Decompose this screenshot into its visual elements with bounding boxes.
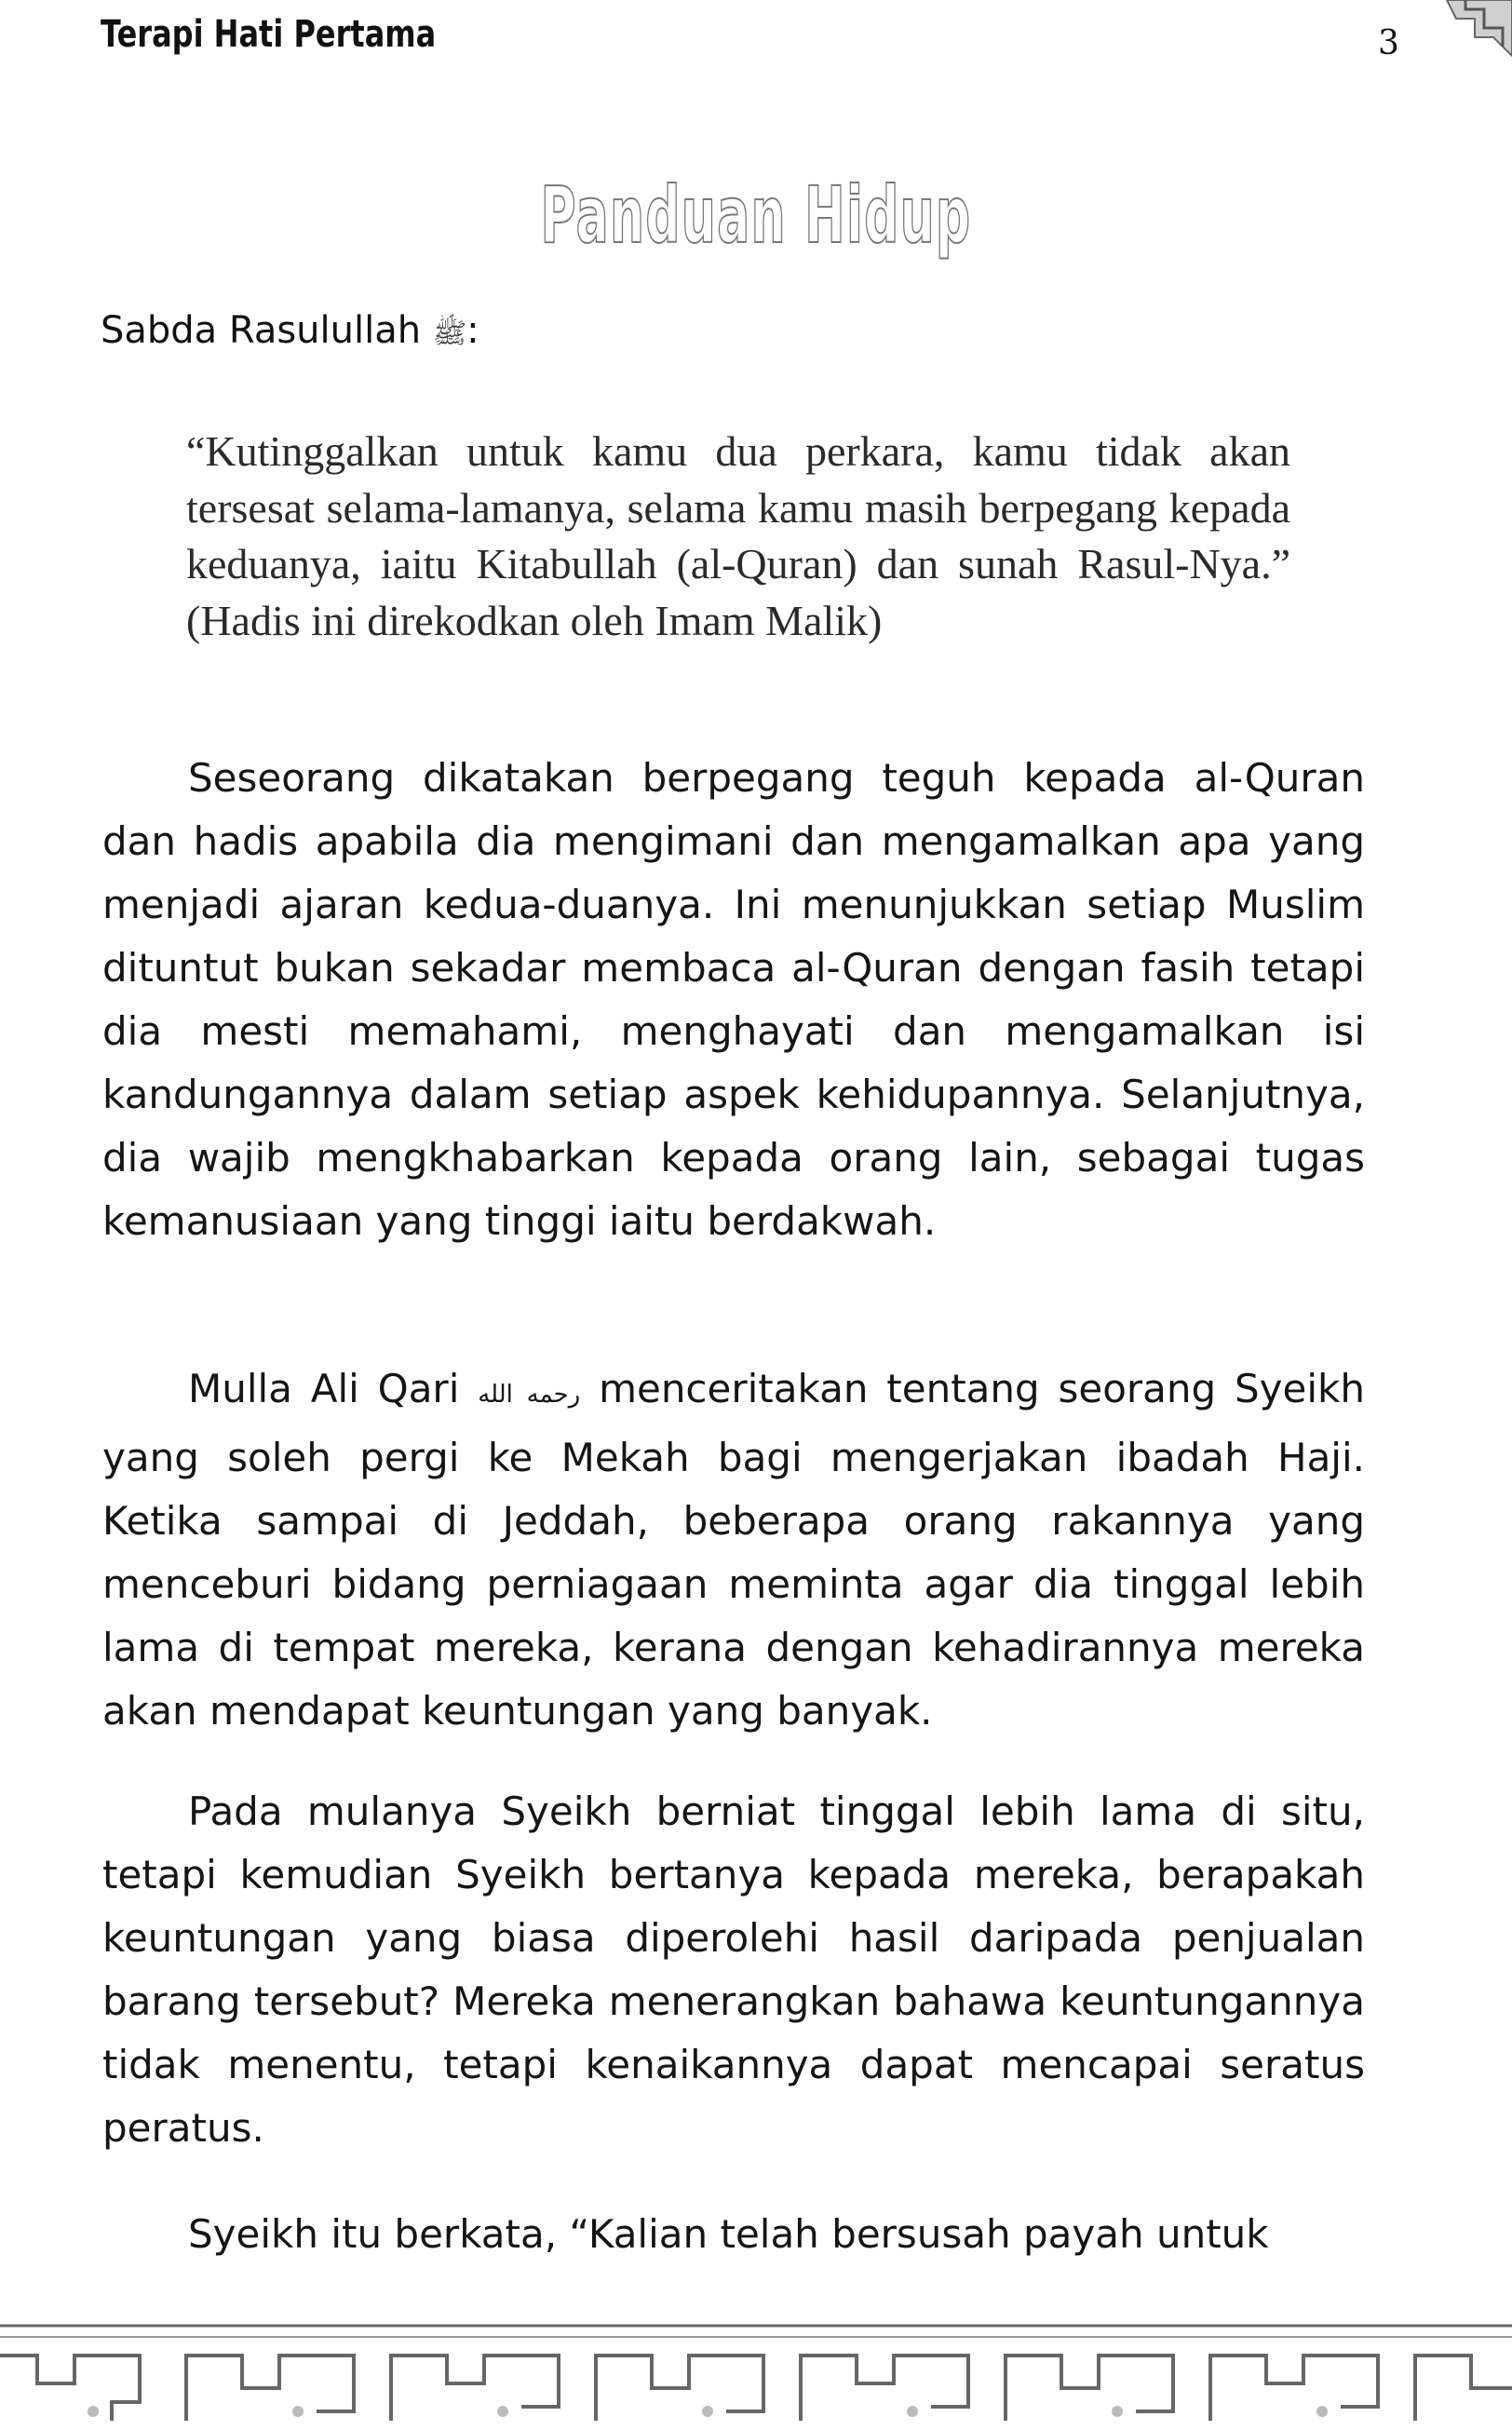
intro-text: Sabda Rasulullah <box>101 309 422 352</box>
chapter-title: Panduan Hidup <box>540 169 972 261</box>
intro-colon: : <box>466 309 479 352</box>
rahimahullah-symbol: رحمه الله <box>478 1381 581 1409</box>
page-number: 3 <box>1378 24 1399 62</box>
paragraph-3: Pada mulanya Syeikh berniat tinggal lebih lama di situ, tetapi kemudian Syeikh bertanya kepada mereka, berapakah keuntungan yang biasa diperolehi hasil daripada penjualan barang tersebut? Mereka menerangkan bahawa keuntungannya tidak menentu, tetapi kenaikannya dapat mencapai seratus peratus. <box>102 1789 1365 2151</box>
paragraph-4: Syeikh itu berkata, “Kalian telah bersusah payah untuk <box>188 2211 1269 2257</box>
corner-ornament-icon <box>1428 0 1512 65</box>
running-title: Terapi Hati Pertama <box>101 13 437 56</box>
paragraph-2-rest: menceritakan tentang seorang Syeikh yang soleh pergi ke Mekah bagi mengerjakan ibadah Haji. Ketika sampai di Jeddah, beberapa orang rakannya yang menceburi bidang perniagaan meminta agar dia tinggal lebih lama di tempat mereka, kerana dengan kehadirannya mereka akan mendapat keuntungan yang banyak. <box>102 1366 1365 1734</box>
salawat-symbol: ﷺ <box>432 317 467 350</box>
intro-line <box>101 309 479 357</box>
paragraph-2 <box>102 1357 1365 1743</box>
paragraph-2-start: Mulla Ali Qari <box>188 1366 460 1411</box>
paragraph-1: Seseorang dikatakan berpegang teguh kepada al-Quran dan hadis apabila dia mengimani dan mengamalkan apa yang menjadi ajaran kedua-duanya. Ini menunjukkan setiap Muslim dituntut bukan sekadar membaca al-Quran dengan fasih tetapi dia mesti memahami, menghayati dan mengamalkan isi kandungannya dalam setiap aspek kehidupannya. Selanjutnya, dia wajib mengkhabarkan kepada orang lain, sebagai tugas kemanusiaan yang tinggi iaitu berdakwah. <box>102 755 1365 1244</box>
decorative-border-icon <box>0 2318 1512 2430</box>
hadith-quote: “Kutinggalkan untuk kamu dua perkara, kamu tidak akan tersesat selama-lamanya, selama kamu masih berpegang kepada keduanya, iaitu Kitabullah (al-Quran) dan sunah Rasul-Nya.” (Hadis ini direkodkan oleh Imam Malik) <box>186 427 1290 644</box>
